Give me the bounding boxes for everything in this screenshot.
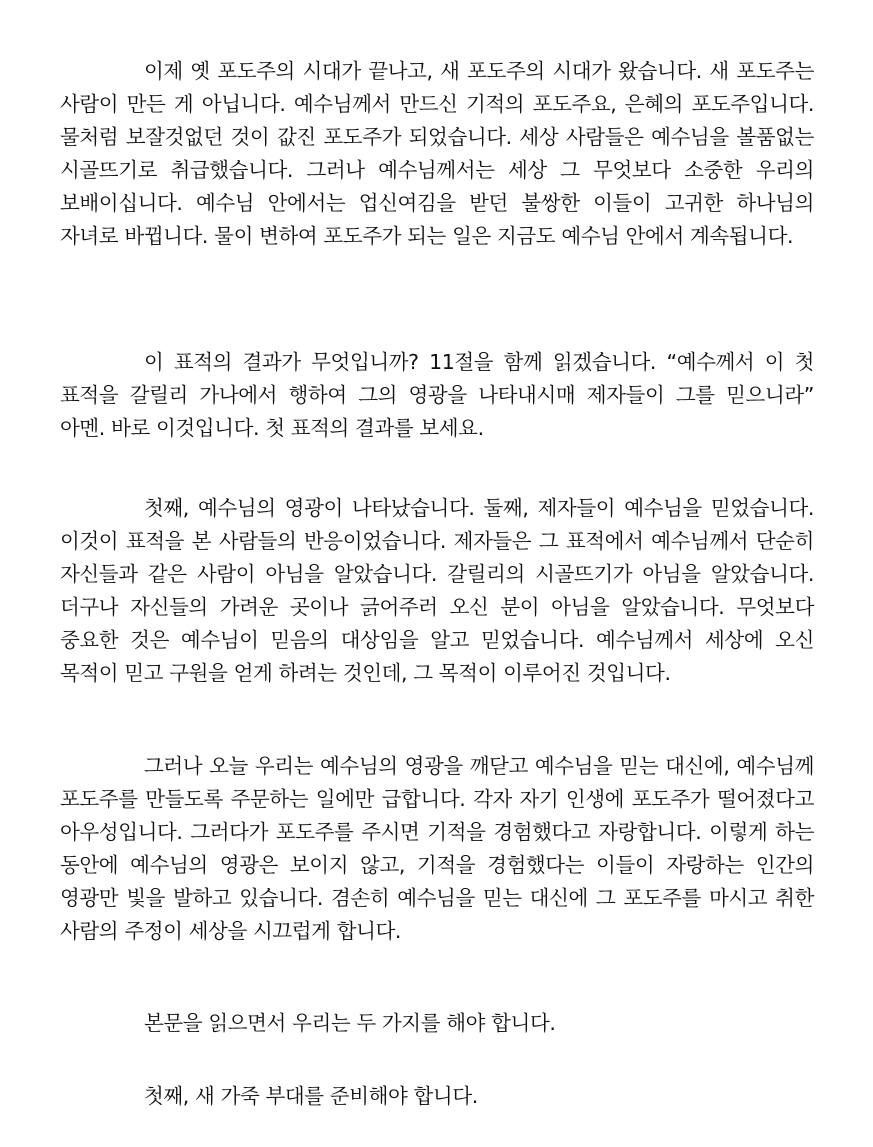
paragraph-1: 이제 옛 포도주의 시대가 끝나고, 새 포도주의 시대가 왔습니다. 새 포도주는 사람이 만든 게 아닙니다. 예수님께서 만드신 기적의 포도주요, 은혜의 포도주입니다. 물처럼 보잘것없던 것이 값진 포도주가 되었습니다. 세상 사람들은 예수님을 볼품없는 시골뜨기로 취급했습니다. 그러나 예수님께서는 세상 그 무엇보다 소중한 우리의 보배이십니다. 예수님 안에서는 업신여김을 받던 불쌍한 이들이 고귀한 하나님의 자녀로 바뀝니다. 물이 변하여 포도주가 되는 일은 지금도 예수님 안에서 계속됩니다. [60, 59, 814, 248]
paragraph-5: 본문을 읽으면서 우리는 두 가지를 해야 합니다. [144, 1011, 556, 1035]
paragraph-6: 첫째, 새 가죽 부대를 준비해야 합니다. [144, 1084, 478, 1108]
paragraph-3: 첫째, 예수님의 영광이 나타났습니다. 둘째, 제자들이 예수님을 믿었습니다. 이것이 표적을 본 사람들의 반응이었습니다. 제자들은 그 표적에서 예수님께서 단순히 자신들과 같은 사람이 아님을 알았습니다. 갈릴리의 시골뜨기가 아님을 알았습니다. 더구나 자신들의 가려운 곳이나 긁어주러 오신 분이 아님을 알았습니다. 무엇보다 중요한 것은 예수님이 믿음의 대상임을 알고 믿었습니다. 예수님께서 세상에 오신 목적이 믿고 구원을 얻게 하려는 것인데, 그 목적이 이루어진 것입니다. [60, 496, 814, 685]
paragraph-4: 그러나 오늘 우리는 예수님의 영광을 깨닫고 예수님을 믿는 대신에, 예수님께 포도주를 만들도록 주문하는 일에만 급합니다. 각자 자기 인생에 포도주가 떨어졌다고 아우성입니다. 그러다가 포도주를 주시면 기적을 경험했다고 자랑합니다. 이렇게 하는 동안에 예수님의 영광은 보이지 않고, 기적을 경험했다는 이들이 자랑하는 인간의 영광만 빛을 발하고 있습니다. 겸손히 예수님을 믿는 대신에 그 포도주를 마시고 취한 사람의 주정이 세상을 시끄럽게 합니다. [60, 754, 814, 943]
paragraph-2: 이 표적의 결과가 무엇입니까? 11절을 함께 읽겠습니다. “예수께서 이 첫 표적을 갈릴리 가나에서 행하여 그의 영광을 나타내시매 제자들이 그를 믿으니라” 아멘. 바로 이것입니다. 첫 표적의 결과를 보세요. [60, 350, 814, 440]
